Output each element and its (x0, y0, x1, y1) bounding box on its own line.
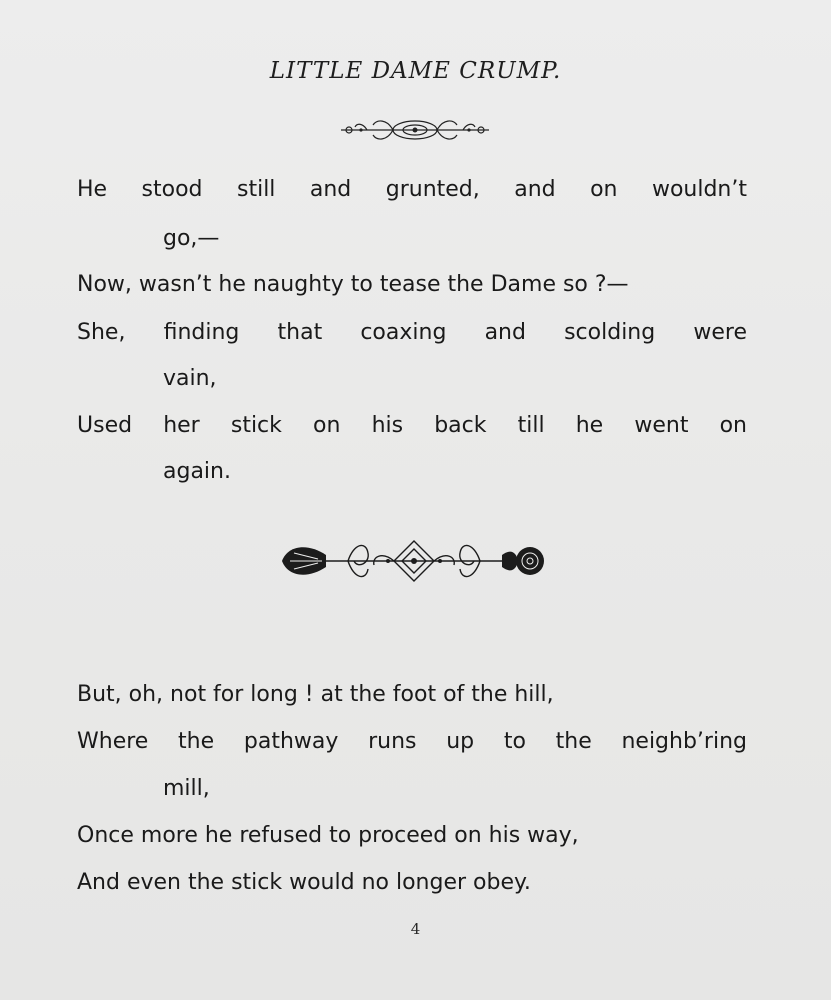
verse-line: mill, (163, 776, 210, 801)
verse-line: But, oh, not for long ! at the foot of the hill, (77, 682, 554, 707)
palmette-ornament-icon (278, 533, 550, 589)
verse-line: Now, wasn’t he naughty to tease the Dame so ?— (77, 272, 629, 297)
verse-line: go,— (163, 226, 220, 251)
verse-line: again. (163, 459, 231, 484)
page-title: LITTLE DAME CRUMP. (269, 58, 562, 84)
verse-line: Once more he refused to proceed on his way, (77, 823, 579, 848)
verse-line: And even the stick would no longer obey. (77, 870, 531, 895)
verse-line: She, finding that coaxing and scolding were (77, 320, 747, 345)
verse-line: Where the pathway runs up to the neighb’ring (77, 729, 747, 754)
verse-line: He stood still and grunted, and on wouldn’t (77, 177, 747, 202)
verse-line: Used her stick on his back till he went on (77, 413, 747, 438)
floral-ornament-icon (337, 113, 493, 147)
verse-line: vain, (163, 366, 217, 391)
page-number: 4 (410, 920, 421, 938)
